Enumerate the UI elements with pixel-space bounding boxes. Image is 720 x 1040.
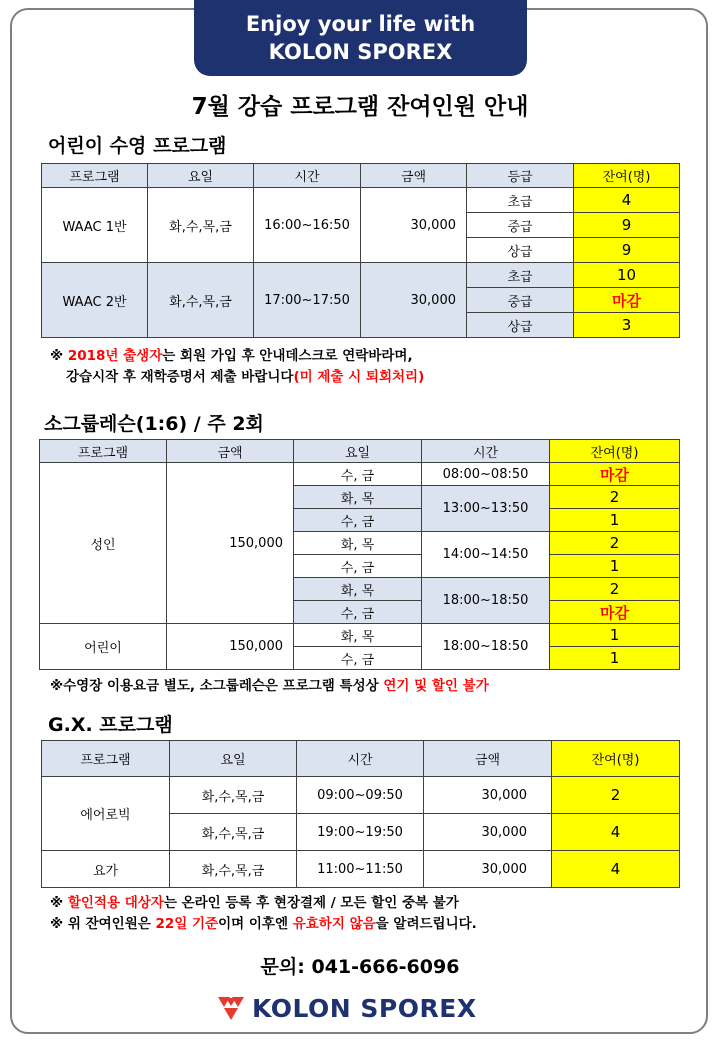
note-highlight: 2018년 출생자 [67,348,163,364]
col-header: 요일 [170,741,297,777]
time-cell: 08:00~08:50 [422,463,550,486]
remain-cell: 3 [574,313,680,338]
program-cell: 성인 [40,463,167,624]
days-cell: 수, 금 [294,647,422,670]
days-cell: 화, 목 [294,578,422,601]
col-header-remain: 잔여(명) [574,164,680,188]
gx-table [41,740,680,888]
remain-cell: 1 [550,555,680,578]
col-header-remain: 잔여(명) [550,440,680,463]
swim-table [41,163,680,338]
price-cell: 30,000 [424,777,552,814]
col-header: 프로그램 [42,741,170,777]
remain-cell: 2 [550,486,680,509]
col-header: 프로그램 [40,440,167,463]
time-cell: 19:00~19:50 [297,814,424,851]
level-cell: 중급 [467,288,574,313]
note-highlight: (미 제출 시 퇴회처리) [293,369,425,385]
days-cell: 화,수,목,금 [170,814,297,851]
level-cell: 상급 [467,238,574,263]
time-cell: 17:00~17:50 [254,263,361,338]
days-cell: 화, 목 [294,532,422,555]
col-header: 금액 [424,741,552,777]
remain-cell-closed: 마감 [550,601,680,624]
group-note [50,676,489,697]
gx-note-1 [50,893,459,914]
days-cell: 수, 금 [294,555,422,578]
remain-cell: 4 [574,188,680,213]
banner-line-1: Enjoy your life with [245,12,476,36]
col-header: 프로그램 [42,164,148,188]
time-cell: 13:00~13:50 [422,486,550,532]
program-cell: 요가 [42,851,170,888]
program-cell: WAAC 2반 [42,263,148,338]
time-cell: 11:00~11:50 [297,851,424,888]
col-header: 요일 [294,440,422,463]
note-text: ※ 위 잔여인원은 [50,916,156,932]
brand-logo [218,990,477,1026]
days-cell: 수, 금 [294,463,422,486]
col-header: 금액 [361,164,467,188]
remain-cell: 4 [552,851,680,888]
time-cell: 16:00~16:50 [254,188,361,263]
level-cell: 초급 [467,263,574,288]
remain-cell: 2 [552,777,680,814]
remain-cell: 1 [550,509,680,532]
time-cell: 18:00~18:50 [422,578,550,624]
note-highlight: 할인적용 대상자 [67,895,164,911]
days-cell: 화, 목 [294,624,422,647]
days-cell: 화,수,목,금 [148,263,254,338]
remain-cell: 2 [550,578,680,601]
note-prefix: ※ [50,895,68,911]
note-highlight: 22일 기준 [155,916,219,932]
note-text: 이며 이후엔 [218,916,293,932]
days-cell: 화,수,목,금 [148,188,254,263]
banner-line-2: KOLON SPOREX [268,40,453,64]
remain-cell: 9 [574,238,680,263]
level-cell: 상급 [467,313,574,338]
gx-note-2 [50,914,477,935]
col-header: 금액 [167,440,294,463]
price-cell: 30,000 [424,851,552,888]
program-cell: 어린이 [40,624,167,670]
note-highlight: 연기 및 할인 불가 [383,678,489,694]
group-lesson-table [39,439,680,670]
group-heading: 소그룹레슨(1:6) / 주 2회 [44,413,264,435]
note-text: 강습시작 후 재학증명서 제출 바랍니다 [66,369,294,385]
price-cell: 30,000 [424,814,552,851]
note-highlight: 유효하지 않음 [292,916,376,932]
col-header: 시간 [297,741,424,777]
col-header: 등급 [467,164,574,188]
price-cell: 30,000 [361,188,467,263]
price-cell: 150,000 [167,624,294,670]
swim-note-1 [50,346,413,367]
remain-cell: 1 [550,647,680,670]
remain-cell: 2 [550,532,680,555]
time-cell: 18:00~18:50 [422,624,550,670]
days-cell: 화, 목 [294,486,422,509]
program-cell: WAAC 1반 [42,188,148,263]
contact-info: 문의: 041-666-6096 [260,956,460,978]
col-header: 요일 [148,164,254,188]
days-cell: 수, 금 [294,601,422,624]
time-cell: 09:00~09:50 [297,777,424,814]
price-cell: 30,000 [361,263,467,338]
col-header-remain: 잔여(명) [552,741,680,777]
top-banner [194,0,527,76]
note-text: 을 알려드립니다. [375,916,477,932]
remain-cell-closed: 마감 [574,288,680,313]
note-prefix: ※ [50,348,68,364]
days-cell: 화,수,목,금 [170,777,297,814]
days-cell: 화,수,목,금 [170,851,297,888]
level-cell: 초급 [467,188,574,213]
gx-heading: G.X. 프로그램 [48,714,173,736]
remain-cell: 4 [552,814,680,851]
page-title: 7월 강습 프로그램 잔여인원 안내 [191,94,529,120]
level-cell: 중급 [467,213,574,238]
swim-note-2 [66,367,424,388]
col-header: 시간 [254,164,361,188]
col-header: 시간 [422,440,550,463]
days-cell: 수, 금 [294,509,422,532]
logo-text: KOLON SPOREX [252,993,477,1023]
remain-cell-closed: 마감 [550,463,680,486]
price-cell: 150,000 [167,463,294,624]
note-text: 는 회원 가입 후 안내데스크로 연락바라며, [162,348,413,364]
remain-cell: 1 [550,624,680,647]
logo-mark-icon [218,994,244,1022]
remain-cell: 10 [574,263,680,288]
note-text: 는 온라인 등록 후 현장결제 / 모든 할인 중복 불가 [163,895,459,911]
swim-heading: 어린이 수영 프로그램 [48,135,227,157]
program-cell: 에어로빅 [42,777,170,851]
remain-cell: 9 [574,213,680,238]
note-text: ※수영장 이용요금 별도, 소그룹레슨은 프로그램 특성상 [50,678,384,694]
time-cell: 14:00~14:50 [422,532,550,578]
